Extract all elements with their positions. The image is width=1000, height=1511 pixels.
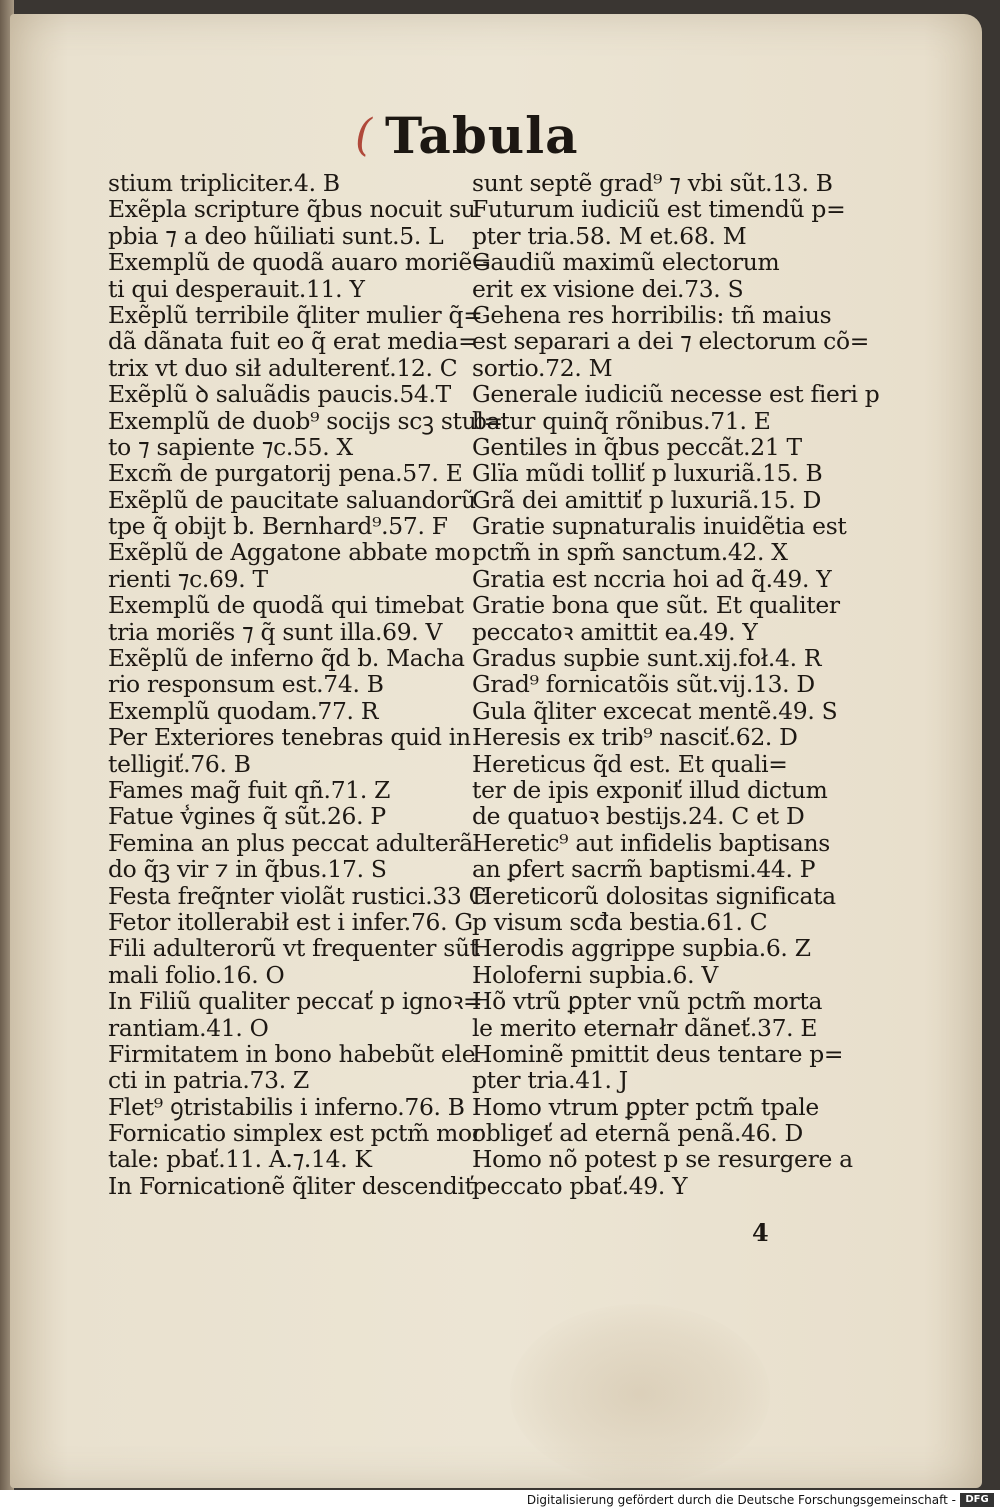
index-entry-line: sortio.72. M — [472, 353, 613, 382]
index-entry-line: Hominẽ pmittit deus tentare p= — [472, 1039, 844, 1068]
index-entry-line: Exemplũ de quodã auaro moriẽ= — [108, 248, 492, 277]
index-entry-line: Exẽplũ terribile q̃liter mulier q̃= — [108, 300, 483, 329]
index-entry-line: Gentiles in q̃bus peccãt.21 T — [472, 432, 802, 461]
index-entry-line: obligeť ad eternã penã.46. D — [472, 1119, 803, 1148]
index-entry-line: Generale iudiciũ necesse est fieri p — [472, 380, 880, 409]
index-entry-line: Gaudiũ maximũ electorum — [472, 248, 780, 277]
index-entry-line: rantiam.41. O — [108, 1013, 269, 1042]
index-entry-line: Gula q̃liter excecat mentẽ.49. S — [472, 696, 838, 725]
index-entry-line: Grã dei amittiť p luxuriã.15. D — [472, 485, 822, 514]
folio-number: 4 — [752, 1218, 769, 1247]
index-entry-line: Hereticus q̃d est. Et quali= — [472, 749, 788, 778]
index-entry-line: batur quinq̃ rõnibus.71. E — [472, 406, 771, 435]
index-entry-line: rienti ⁊c.69. T — [108, 564, 268, 593]
index-entry-line: Per Exteriores tenebras quid in — [108, 723, 471, 752]
index-entry-line: peccatoꝛ amittit ea.49. Y — [472, 617, 758, 646]
index-entry-line: ter de ipis exponiť illud dictum — [472, 775, 828, 804]
index-entry-line: ti qui desperauit.11. Y — [108, 274, 365, 303]
index-entry-line: telligiť.76. B — [108, 749, 251, 778]
index-entry-line: Firmitatem in bono habebũt ele — [108, 1039, 476, 1068]
footer-bar — [0, 1490, 1000, 1511]
index-entry-line: Exẽpla scripture q̃bus nocuit su — [108, 195, 476, 224]
index-entry-line: erit ex visione dei.73. S — [472, 274, 744, 303]
index-entry-line: Exẽplũ de inferno q̃d b. Macha — [108, 644, 465, 673]
index-entry-line: to ⁊ sapiente ⁊c.55. X — [108, 432, 353, 461]
index-entry-line: In Fornicationẽ q̃liter descendiť — [108, 1171, 474, 1200]
index-entry-line: Futurum iudiciũ est timendũ p= — [472, 195, 846, 224]
index-entry-line: Holoferni supbia.6. V — [472, 960, 718, 989]
index-entry-line: Flet⁹ ꝯtristabilis i inferno.76. B — [108, 1092, 465, 1121]
footer-credit: Digitalisierung gefördert durch die Deutsche Forschungsgemeinschaft - — [526, 1493, 956, 1507]
index-entry-line: Fetor itollerabił est i infer.76. G — [108, 907, 473, 936]
index-entry-line: Fatue v̾gines q̃ sũt.26. P — [108, 802, 386, 831]
index-entry-line: tale: pbať.11. A.⁊.14. K — [108, 1145, 372, 1174]
rubric-mark: ( — [355, 110, 373, 161]
index-entry-line: Fili adulterorũ vt frequenter sũt — [108, 934, 479, 963]
index-entry-line: sunt septẽ grad⁹ ⁊ vbi sũt.13. B — [472, 169, 833, 197]
index-entry-line: dã dãnata fuit eo q̃ erat media= — [108, 327, 478, 356]
page-title: Tabula — [385, 106, 579, 165]
index-entry-line: Gratie supnaturalis inuidẽtia est — [472, 512, 847, 541]
index-entry-line: est separari a dei ⁊ electorum cõ= — [472, 327, 870, 356]
index-entry-line: cti in patria.73. Z — [108, 1066, 309, 1095]
index-entry-line: rio responsum est.74. B — [108, 670, 384, 699]
index-column-right — [472, 169, 880, 1200]
index-entry-line: p visum scđa bestia.61. C — [472, 907, 768, 936]
page-heading — [355, 106, 579, 170]
dfg-logo: DFG — [960, 1493, 994, 1507]
index-entry-line: an ꝑfert sacrm̃ baptismi.44. P — [472, 855, 816, 884]
index-entry-line: Fames mag̃ fuit qñ.71. Z — [108, 775, 391, 804]
index-entry-line: Exemplũ de duob⁹ socijs scꝫ stul= — [108, 406, 503, 435]
index-entry-line: Gratie bona que sũt. Et qualiter — [472, 591, 840, 620]
index-entry-line: tria moriẽs ⁊ q̃ sunt illa.69. V — [108, 617, 443, 646]
index-entry-line: Glïa mũdi tolliť p luxuriã.15. B — [472, 459, 823, 488]
index-entry-line: pter tria.58. M et.68. M — [472, 221, 747, 250]
index-entry-line: do q̃ꝫ vir ⁊ in q̃bus.17. S — [108, 855, 387, 884]
index-entry-line: Fornicatio simplex est pctm̃ mor — [108, 1119, 483, 1148]
index-entry-line: pctm̃ in spm̃ sanctum.42. X — [472, 538, 788, 567]
index-entry-line: Exẽplũ de paucitate saluandorũ — [108, 485, 476, 514]
index-entry-line: Excm̃ de purgatorij pena.57. E — [108, 459, 463, 488]
index-entry-line: Herodis aggrippe supbia.6. Z — [472, 934, 811, 963]
index-entry-line: mali folio.16. O — [108, 960, 285, 989]
index-entry-line: Exemplũ de quodã qui timebat — [108, 591, 464, 620]
index-entry-line: de quatuoꝛ bestijs.24. C et D — [472, 802, 805, 831]
index-entry-line: Exemplũ quodam.77. R — [108, 696, 379, 725]
index-entry-line: Heretic⁹ aut infidelis baptisans — [472, 828, 830, 857]
water-stain — [510, 1304, 770, 1484]
index-column-left — [108, 169, 503, 1200]
index-entry-line: Gradus supbie sunt.xij.foł.4. R — [472, 644, 822, 673]
index-entry-line: Exẽplũ ꝺ saluãdis paucis.54.T — [108, 380, 451, 409]
index-entry-line: Homo nõ potest p se resurgere a — [472, 1145, 853, 1174]
index-entry-line: peccato pbať.49. Y — [472, 1171, 688, 1200]
index-entry-line: pbia ⁊ a deo hũiliati sunt.5. L — [108, 221, 444, 250]
index-entry-line: Hõ vtrũ ꝑpter vnũ pctm̃ morta — [472, 987, 823, 1016]
index-entry-line: tpe q̃ obijt b. Bernhard⁹.57. F — [108, 512, 448, 541]
index-entry-line: In Filiũ qualiter peccať p ignoꝛ= — [108, 987, 483, 1016]
index-entry-line: Hereticorũ dolositas significata — [472, 881, 836, 910]
index-entry-line: pter tria.41. J — [472, 1066, 628, 1095]
index-entry-line: Exẽplũ de Aggatone abbate mo — [108, 538, 471, 567]
index-entry-line: Gratia est nccria hoi ad q̃.49. Y — [472, 564, 832, 593]
index-entry-line: Grad⁹ fornicatõis sũt.vij.13. D — [472, 670, 815, 699]
index-entry-line: Femina an plus peccat adulterã — [108, 828, 473, 857]
index-entry-line: stium tripliciter.4. B — [108, 169, 340, 197]
index-entry-line: Gehena res horribilis: tñ maius — [472, 300, 832, 329]
index-entry-line: Homo vtrum ꝑpter pctm̃ tpale — [472, 1092, 819, 1121]
index-entry-line: trix vt duo sił adulterenť.12. C — [108, 353, 458, 382]
index-entry-line: le merito eternałr dãneť.37. E — [472, 1013, 818, 1042]
index-entry-line: Festa freq̃nter violãt rustici.33 C — [108, 881, 487, 910]
index-entry-line: Heresis ex trib⁹ nasciť.62. D — [472, 723, 798, 752]
